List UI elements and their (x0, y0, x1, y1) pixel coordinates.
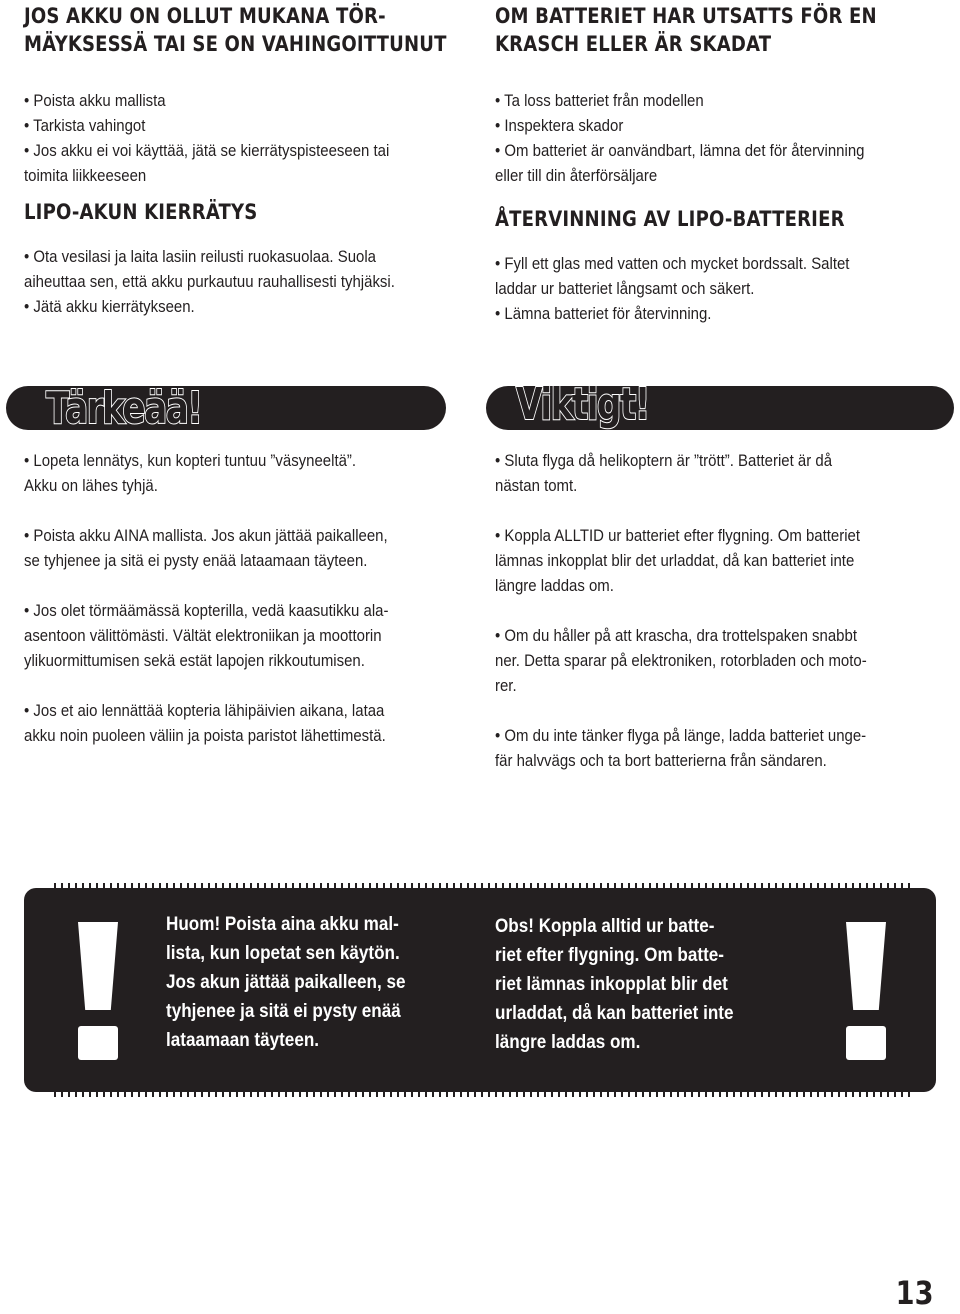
warning-line: • Sluta flyga då helikoptern är ”trött”. Batteriet är då (495, 451, 833, 470)
notice-line: tyhjenee ja sitä ei pysty enää (166, 1001, 401, 1022)
heading-line: MÄYKSESSÄ TAI SE ON VAHINGOITTUNUT (24, 32, 447, 56)
list-line: • Ota vesilasi ja laita lasiin reilusti ruokasuolaa. Suola (24, 247, 376, 266)
warning-line: ylikuormittumisen sekä estät lapojen rikkoutumisen. (24, 651, 365, 670)
warning-line: se tyhjenee ja sitä ei pysty enää lataamaan täyteen. (24, 551, 368, 570)
notice-line: riet efter flygning. Om batte- (495, 945, 724, 966)
sv-crash-heading (495, 2, 935, 58)
list-line: • Om batteriet är oanvändbart, lämna det för återvinning (495, 141, 865, 160)
warning-line: fär halvvägs och ta bort batterierna från sändaren. (495, 751, 827, 770)
warning-item (495, 448, 935, 498)
warning-item (495, 523, 935, 598)
notice-line: riet lämnas inkopplat blir det (495, 974, 728, 995)
list-line: • Inspektera skador (495, 116, 624, 135)
page-number: 13 (896, 1274, 934, 1312)
notice-text-sv (495, 912, 760, 1057)
warning-line: • Poista akku AINA mallista. Jos akun jättää paikalleen, (24, 526, 388, 545)
sv-warnings (495, 448, 935, 773)
fi-crash-heading (24, 2, 454, 58)
warning-line: • Jos et aio lennättää kopteria lähipäivien aikana, lataa (24, 701, 385, 720)
notice-line: Jos akun jättää paikalleen, se (166, 972, 406, 993)
list-line: • Poista akku mallista (24, 91, 166, 110)
warning-line: Akku on lähes tyhjä. (24, 476, 158, 495)
list-line: eller till din återförsäljare (495, 166, 658, 185)
warning-line: akku noin puoleen väliin ja poista paristot lähettimestä. (24, 726, 386, 745)
sv-recycling-heading: ÅTERVINNING AV LIPO-BATTERIER (495, 207, 845, 231)
warning-line: ner. Detta sparar på elektroniken, rotorbladen och moto- (495, 651, 867, 670)
warning-line: längre laddas om. (495, 576, 614, 595)
heading-line: JOS AKKU ON OLLUT MUKANA TÖR- (24, 4, 386, 28)
notice-text-fi (166, 910, 432, 1055)
fi-recycling-heading: LIPO-AKUN KIERRÄTYS (24, 200, 258, 224)
right-column (495, 2, 935, 326)
warning-line: asentoon välittömästi. Vältät elektroniikan ja moottorin (24, 626, 382, 645)
fi-crash-list (24, 88, 454, 188)
list-line: • Ta loss batteriet från modellen (495, 91, 704, 110)
warning-item (495, 723, 935, 773)
warning-item (24, 598, 454, 673)
heading-line: KRASCH ELLER ÄR SKADAT (495, 32, 772, 56)
warning-item (495, 623, 935, 698)
sv-crash-list (495, 88, 935, 188)
heading-line: OM BATTERIET HAR UTSATTS FÖR EN (495, 4, 877, 28)
notice-line: längre laddas om. (495, 1032, 641, 1053)
warning-line: • Om du håller på att krascha, dra trottelspaken snabbt (495, 626, 857, 645)
warning-line: rer. (495, 676, 517, 695)
warning-item (24, 523, 454, 573)
left-column (24, 2, 454, 319)
list-line: • Tarkista vahingot (24, 116, 146, 135)
list-line: • Jos akku ei voi käyttää, jätä se kierrätyspisteeseen tai (24, 141, 390, 160)
list-line: aiheuttaa sen, että akku purkautuu rauhallisesti tyhjäksi. (24, 272, 395, 291)
notice-box (24, 888, 936, 1092)
warning-line: • Jos olet törmäämässä kopterilla, vedä kaasutikku ala- (24, 601, 389, 620)
sv-recycling-list (495, 251, 935, 326)
list-line: • Fyll ett glas med vatten och mycket bordssalt. Saltet (495, 254, 850, 273)
warning-line: • Koppla ALLTID ur batteriet efter flygning. Om batteriet (495, 526, 861, 545)
fi-recycling-list (24, 244, 454, 319)
warning-line: lämnas inkopplat blir det urladdat, då kan batteriet inte (495, 551, 855, 570)
warning-line: nästan tomt. (495, 476, 578, 495)
warning-item (24, 698, 454, 748)
list-line: • Lämna batteriet för återvinning. (495, 304, 712, 323)
fi-warnings (24, 448, 454, 748)
notice-line: lataamaan täyteen. (166, 1030, 320, 1051)
list-line: laddar ur batteriet långsamt och säkert. (495, 279, 755, 298)
notice-box-bottom-edge (24, 1091, 936, 1097)
notice-line: urladdat, då kan batteriet inte (495, 1003, 734, 1024)
notice-line: Obs! Koppla alltid ur batte- (495, 916, 715, 937)
list-line: • Jätä akku kierrätykseen. (24, 297, 195, 316)
warning-line: • Om du inte tänker flyga på länge, ladda batteriet unge- (495, 726, 867, 745)
warning-line: • Lopeta lennätys, kun kopteri tuntuu ”väsyneeltä”. (24, 451, 357, 470)
notice-line: Huom! Poista aina akku mal- (166, 914, 399, 935)
banner-title-right: Viktigt! (516, 379, 649, 430)
warning-item (24, 448, 454, 498)
banner-title-left: Tärkeää! (46, 383, 202, 434)
list-line: toimita liikkeeseen (24, 166, 147, 185)
notice-line: lista, kun lopetat sen käytön. (166, 943, 400, 964)
